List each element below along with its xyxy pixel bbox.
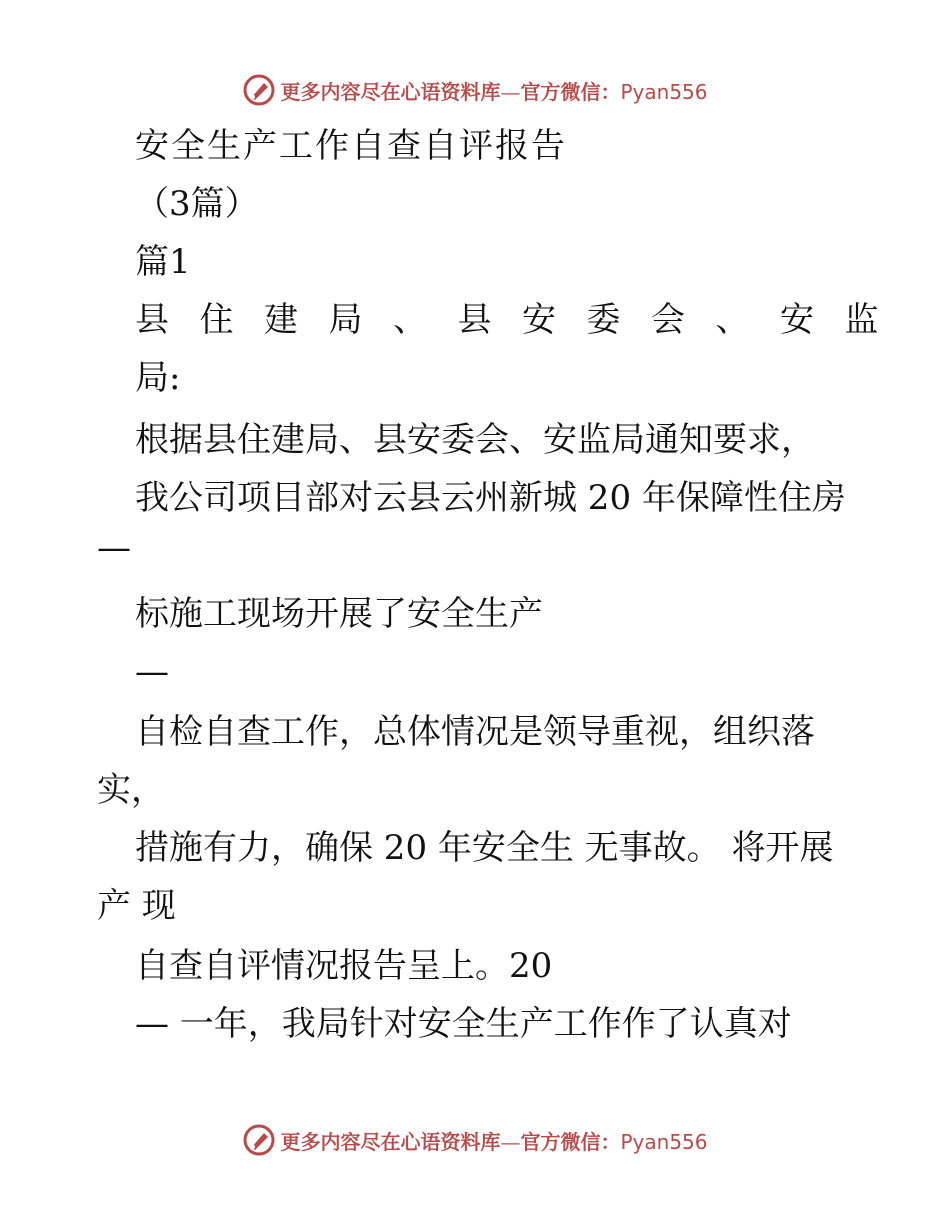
body-line: 县住建局、县安委会、安监 [135,300,909,340]
document-title: 安全生产工作自查自评报告 [135,126,567,166]
body-line: 局: [135,358,181,398]
pen-nib-logo-icon [242,73,276,107]
header-banner [0,70,950,110]
body-line: 我公司项目部对云县云州新城 20 年保障性住房 [135,478,846,518]
footer-wechat-id: Pyan556 [620,1129,708,1154]
document-subtitle: （3篇） [135,184,259,224]
header-site-text: 更多内容尽在心语资料库 [280,79,501,104]
body-line: 标施工现场开展了安全生产 [135,594,543,634]
header-wechat-id: Pyan556 [620,79,708,104]
body-line: 实， [97,770,165,810]
body-line: 根据县住建局、县安委会、安监局通知要求， [135,420,815,460]
header-dash: — [500,79,521,104]
body-line: — 一年，我局针对安全生产工作作了认真对 [135,1004,792,1044]
footer-site-text: 更多内容尽在心语资料库 [280,1129,501,1154]
body-line: — [97,528,131,568]
footer-banner [0,1120,950,1160]
pen-nib-logo-icon [242,1123,276,1157]
body-line: 措施有力，确保 20 年安全生 无事故。 将开展 [135,828,834,868]
section-heading: 篇1 [135,242,191,282]
header-wechat-label: 官方微信： [520,79,621,104]
footer-dash: — [500,1129,521,1154]
body-line: — [135,652,169,692]
footer-text [280,1126,707,1155]
body-line: 自检自查工作，总体情况是领导重视，组织落 [135,712,815,752]
body-line: 自查自评情况报告呈上。20 [135,946,553,986]
header-text [280,76,707,105]
body-line: 产 现 [97,886,176,926]
footer-wechat-label: 官方微信： [520,1129,621,1154]
